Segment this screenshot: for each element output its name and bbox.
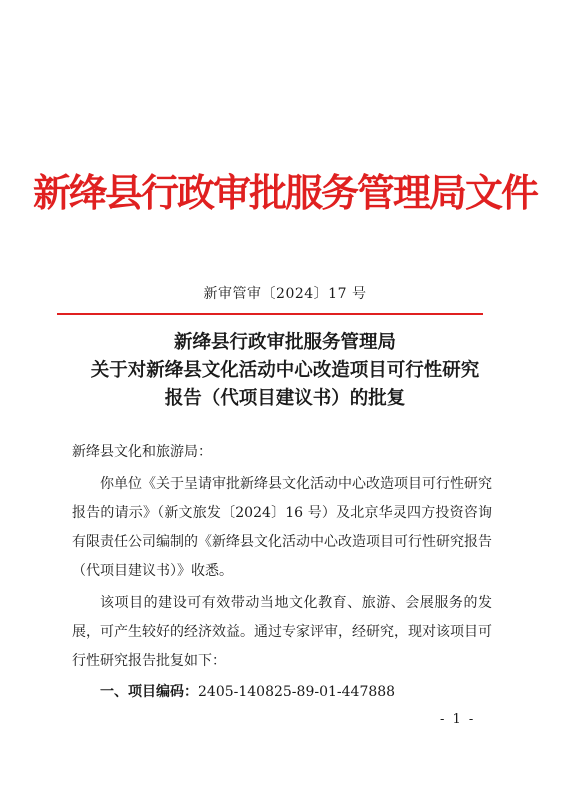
document-number: 新审管审〔2024〕17 号 (203, 286, 367, 302)
title-line-2: 关于对新绛县文化活动中心改造项目可行性研究 (90, 360, 480, 381)
document-title (0, 329, 570, 413)
page-number: - 1 - (440, 712, 476, 727)
item-project-code (72, 678, 492, 707)
document-header-title: 新绛县行政审批服务管理局文件 (32, 170, 537, 215)
title-line-1: 新绛县行政审批服务管理局 (173, 332, 396, 353)
title-line-3: 报告（代项目建议书）的批复 (164, 388, 406, 409)
body-paragraph-1 (72, 470, 492, 586)
red-divider-line (57, 313, 483, 315)
item-label: 一、项目编码： (100, 684, 198, 700)
paragraph-text: 你单位《关于呈请审批新绛县文化活动中心改造项目可行性研究报告的请示》（新文旅发〔2024〕16 号）及北京华灵四方投资咨询有限责任公司编制的《新绛县文化活动中心改造项目可行性研究报告（代项目建议书）》收悉。 (72, 476, 492, 579)
item-value: 2405-140825-89-01-447888 (198, 684, 396, 700)
recipient-line (72, 438, 492, 467)
body-paragraph-2 (72, 589, 492, 676)
recipient-text: 新绛县文化和旅游局： (72, 444, 212, 460)
paragraph-text: 该项目的建设可有效带动当地文化教育、旅游、会展服务的发展，可产生较好的经济效益。通过专家评审，经研究，现对该项目可行性研究报告批复如下： (72, 595, 492, 669)
